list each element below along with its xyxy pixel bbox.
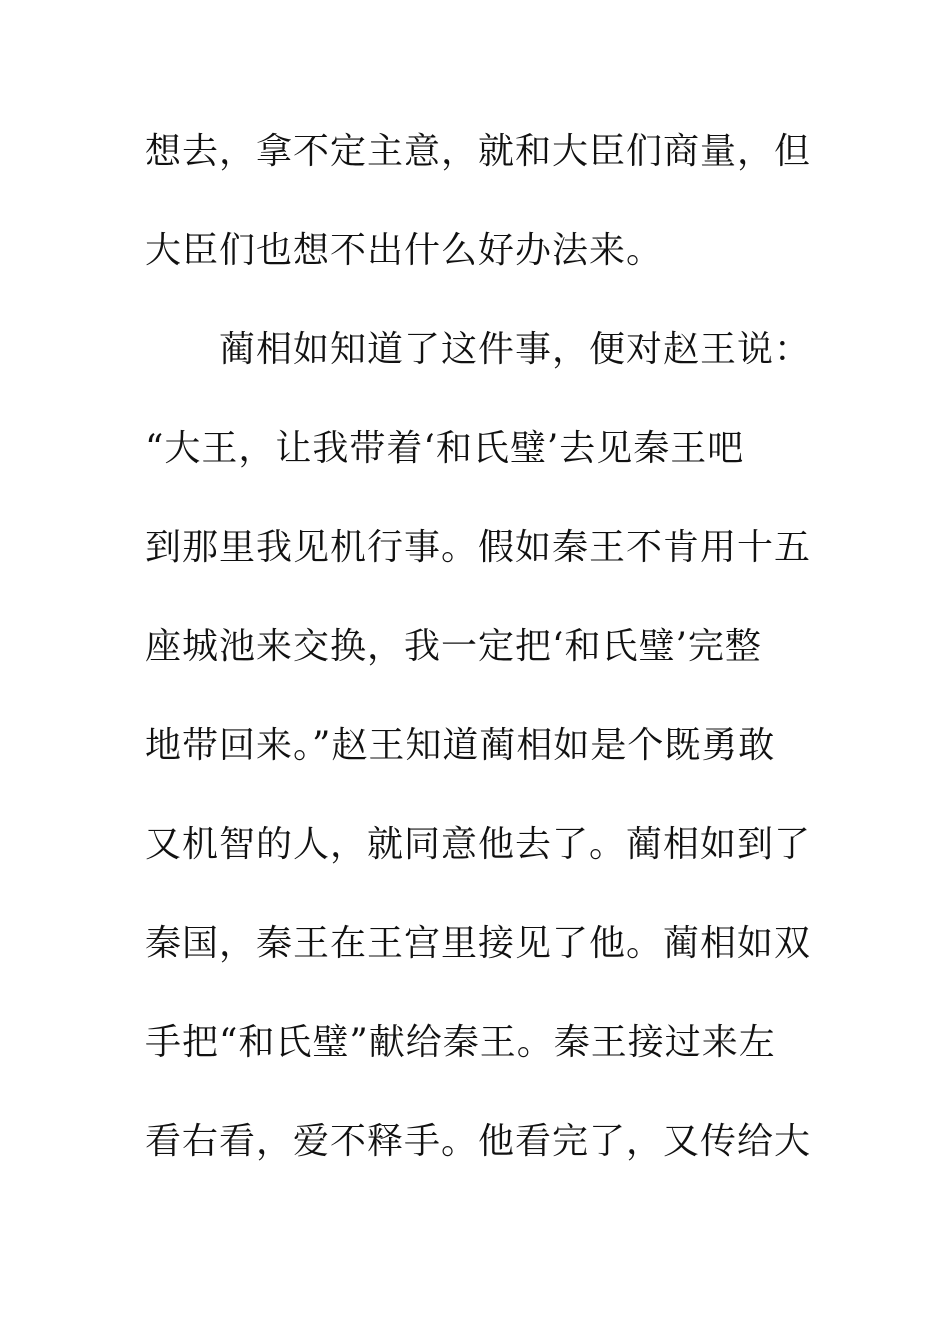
- text-line-11: 看右看，爱不释手。他看完了，又传给大: [145, 1121, 812, 1162]
- text-line-2: 大臣们也想不出什么好办法来。: [145, 230, 664, 271]
- text-line-7: 地带回来。”赵王知道蔺相如是个既勇敢: [145, 725, 776, 766]
- text-line-6: 座城池来交换，我一定把‘和氏璧’完整: [145, 626, 762, 667]
- text-line-3: 蔺相如知道了这件事，便对赵王说：: [145, 329, 812, 370]
- text-line-10: 手把“和氏璧”献给秦王。秦王接过来左: [145, 1022, 776, 1063]
- text-line-4: “大王，让我带着‘和氏璧’去见秦王吧: [145, 428, 745, 469]
- text-line-1: 想去，拿不定主意，就和大臣们商量，但: [145, 131, 812, 172]
- body-text: [145, 126, 815, 1215]
- text-line-5: 到那里我见机行事。假如秦王不肯用十五: [145, 527, 812, 568]
- text-line-8: 又机智的人，就同意他去了。蔺相如到了: [145, 824, 812, 865]
- text-line-9: 秦国，秦王在王宫里接见了他。蔺相如双: [145, 923, 812, 964]
